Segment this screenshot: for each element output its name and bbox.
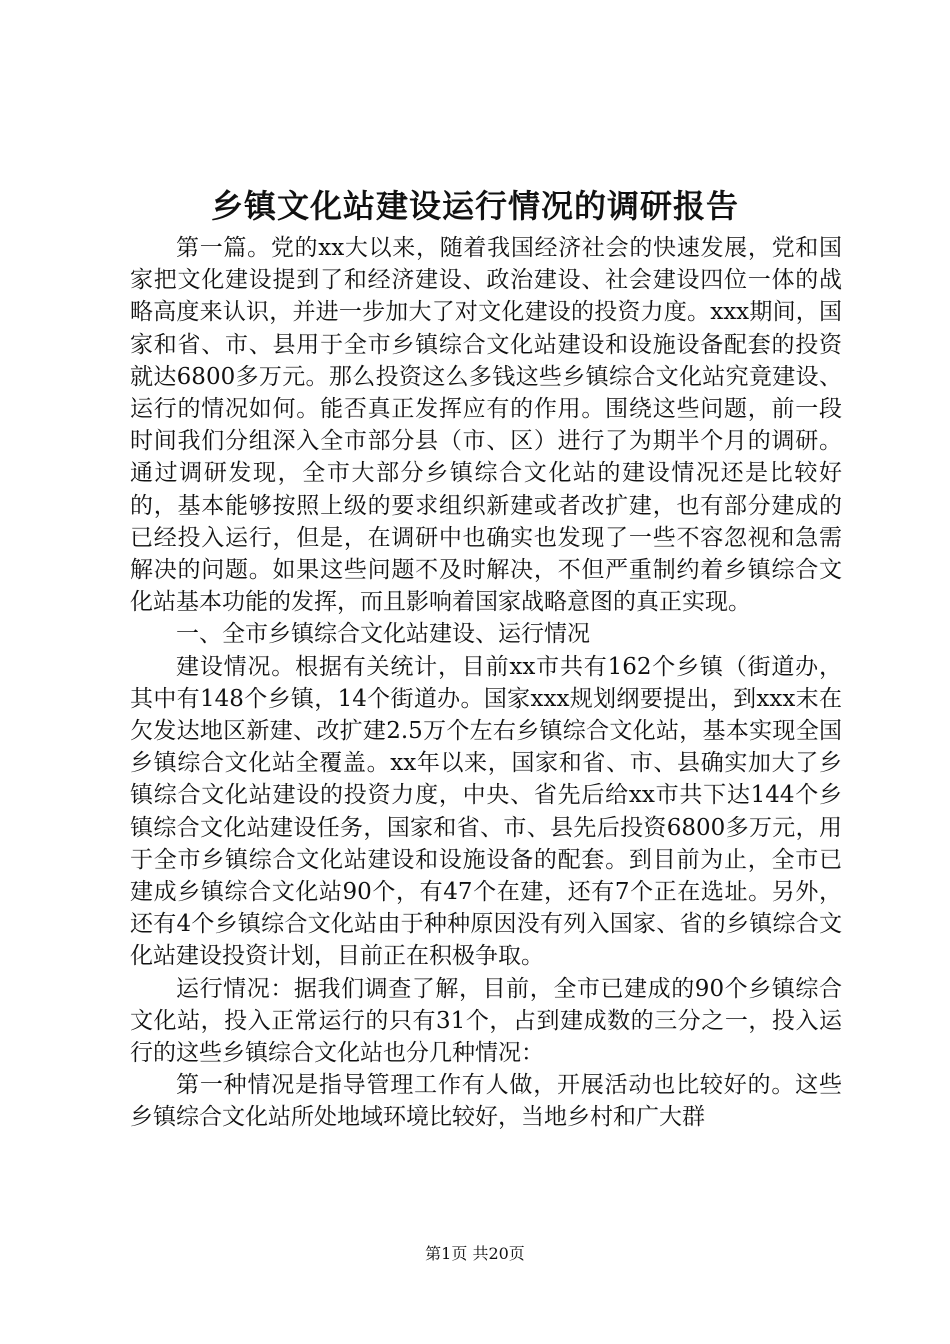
paragraph-construction: 建设情况。根据有关统计，目前xx市共有162个乡镇（街道办，其中有148个乡镇，14个街道办。国家xxx规划纲要提出，到xxx末在欠发达地区新建、改扩建2.5万个左右乡镇综合文化站，基本实现全国乡镇综合文化站全覆盖。xx年以来，国家和省、市、县确实加大了乡镇综合文化站建设的投资力度，中央、省先后给xx市共下达144个乡镇综合文化站建设任务，国家和省、市、县先后投资6800多万元，用于全市乡镇综合文化站建设和设施设备的配套。到目前为止，全市已建成乡镇综合文化站90个，有47个在建，还有7个正在选址。另外，还有4个乡镇综合文化站由于种种原因没有列入国家、省的乡镇综合文化站建设投资计划，目前正在积极争取。 [130, 653, 842, 970]
section-heading: 一、全市乡镇综合文化站建设、运行情况 [176, 621, 590, 648]
page-number-footer: 第1页 共20页 [425, 1244, 525, 1263]
document-body [130, 232, 842, 1134]
paragraph-operation: 运行情况：据我们调查了解，目前，全市已建成的90个乡镇综合文化站，投入正常运行的只有31个，占到建成数的三分之一，投入运行的这些乡镇综合文化站也分几种情况： [130, 975, 842, 1067]
document-title: 乡镇文化站建设运行情况的调研报告 [210, 187, 739, 225]
paragraph-intro: 第一篇。党的xx大以来，随着我国经济社会的快速发展，党和国家把文化建设提到了和经济建设、政治建设、社会建设四位一体的战略高度来认识，并进一步加大了对文化建设的投资力度。xxx期间，国家和省、市、县用于全市乡镇综合文化站建设和设施设备配套的投资就达6800多万元。那么投资这么多钱这些乡镇综合文化站究竟建设、运行的情况如何。能否真正发挥应有的作用。围绕这些问题，前一段时间我们分组深入全市部分县（市、区）进行了为期半个月的调研。通过调研发现，全市大部分乡镇综合文化站的建设情况还是比较好的，基本能够按照上级的要求组织新建或者改扩建，也有部分建成的已经投入运行，但是，在调研中也确实也发现了一些不容忽视和急需解决的问题。如果这些问题不及时解决，不但严重制约着乡镇综合文化站基本功能的发挥，而且影响着国家战略意图的真正实现。 [130, 235, 842, 616]
paragraph-first-case: 第一种情况是指导管理工作有人做，开展活动也比较好的。这些乡镇综合文化站所处地域环境比较好，当地乡村和广大群 [130, 1072, 842, 1131]
